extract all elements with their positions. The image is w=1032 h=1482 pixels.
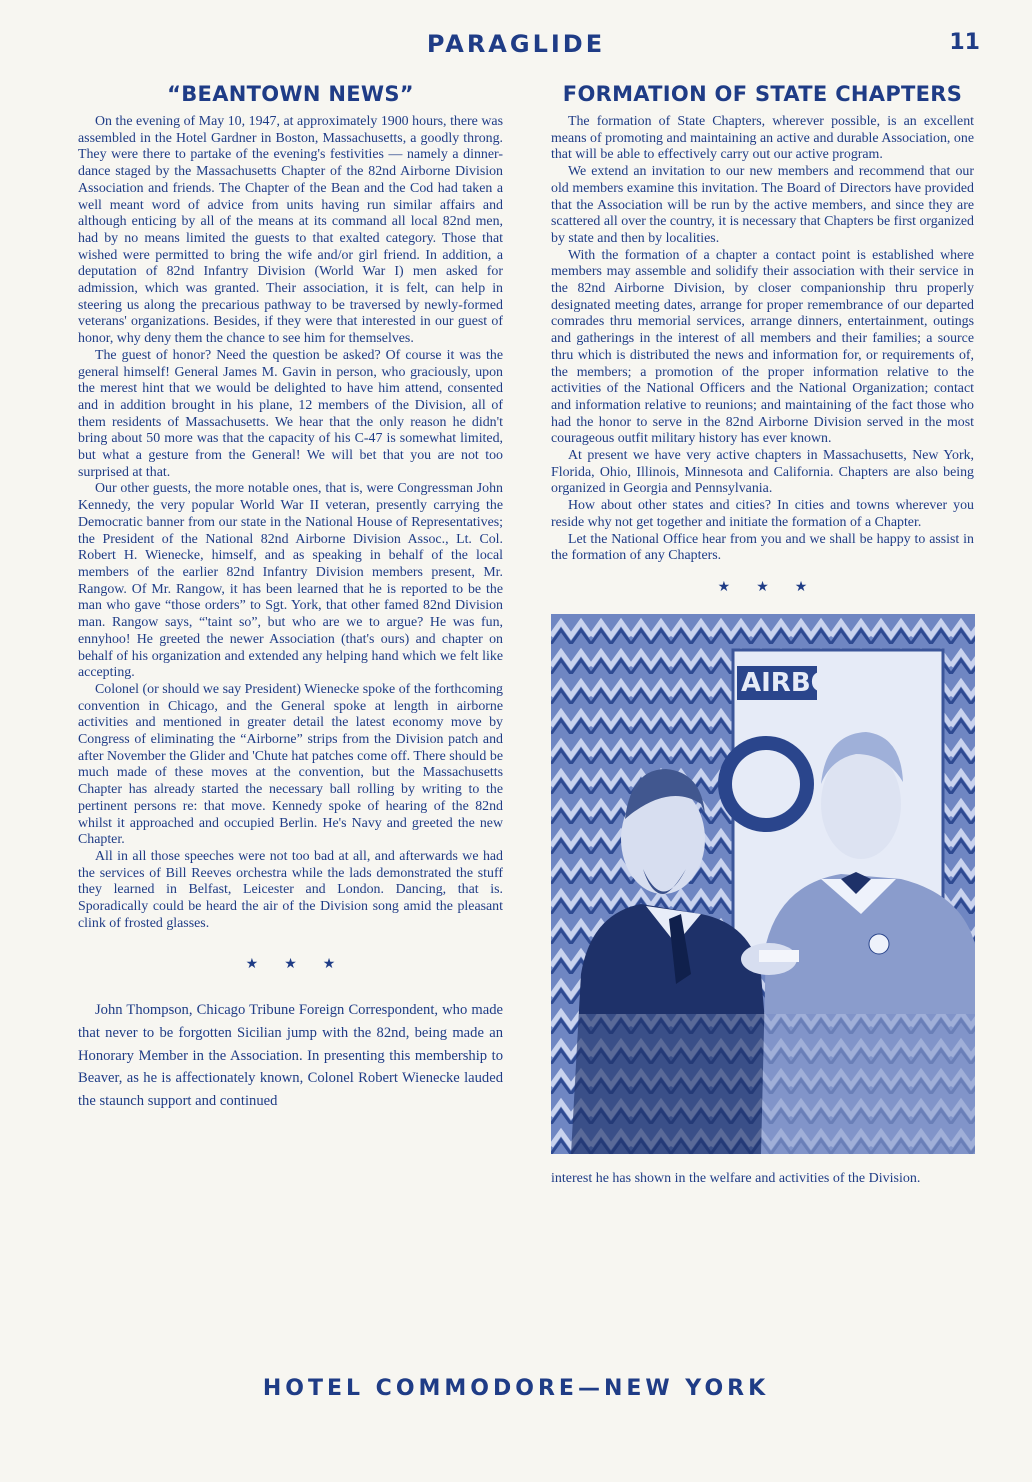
paragraph: Colonel (or should we say President) Wienecke spoke of the forthcoming convention in Chicago, and the General spoke at length in airborne activities and mentioned in greater detail the latest economy move by Congress of eliminating the “Airborne” strips from the Division patch and after November the Glider and 'Chute hat patches come off. There should be much made of these moves at the convention, but the Massachusetts Chapter has already started the necessary ball rolling by writing to the pertinent persons re: that move. Kennedy spoke of hearing of the 82nd whilst it approached and occupied Berlin. He's Navy and greeted the new Chapter.	[78, 681, 503, 848]
state-chapters-article	[551, 114, 974, 565]
state-chapters-headline: FORMATION OF STATE CHAPTERS	[562, 82, 963, 106]
photo-illustration	[551, 614, 975, 1154]
paragraph: On the evening of May 10, 1947, at approximately 1900 hours, there was assembled in the Hotel Gardner in Boston, Massachusetts, a goodly throng. They were there to partake of the evening's festivities — namely a dinner-dance staged by the Massachusetts Chapter of the 82nd Airborne Division Association and friends. The Chapter of the Bean and the Cod had taken a well meant word of advice from units having run similar affairs and although enticing by all of the means at its command all local 82nd men, had by no means limited the guests to that exalted category. Those that wished were permitted to bring the wife and/or girl friend. In addition, a deputation of 82nd Infantry Division (World War I) men asked for admission, which was granted. Their association, it is felt, can help in steering us along the precarious pathway to be traversed by newly-formed veterans' organizations. Besides, if they were that interested in our guest of honor, why deny them the chance to see him for themselves.	[78, 114, 503, 347]
left-column	[78, 82, 503, 1112]
paragraph: John Thompson, Chicago Tribune Foreign Correspondent, who made that never to be forgotten Sicilian jump with the 82nd, being made an Honorary Member in the Association. In presenting this membership to Beaver, as he is affectionately known, Colonel Robert Wienecke lauded the staunch support and continued	[78, 1002, 503, 1109]
star-divider: ★★★	[245, 957, 362, 973]
footer-hotel: HOTEL COMMODORE—NEW YORK	[262, 1376, 770, 1401]
page-number: 11	[949, 30, 980, 55]
thompson-article	[78, 999, 503, 1112]
sign-text: AIRBOR	[741, 667, 853, 698]
photo-two-men-handshake	[551, 614, 975, 1154]
paragraph: At present we have very active chapters in Massachusetts, New York, Florida, Ohio, Illinois, Minnesota and California. Chapters are also being organized in Georgia and Pennsylvania.	[551, 448, 974, 497]
paragraph: We extend an invitation to our new members and recommend that our old members examine this invitation. The Board of Directors have provided that the Association will be run by the active members, and since they are scattered all over the country, it is necessary that Chapters be first organized by state and then by localities.	[551, 164, 974, 246]
paragraph: The guest of honor? Need the question be asked? Of course it was the general himself! General James M. Gavin in person, who graciously, upon the merest hint that we would be delighted to have him attend, consented and in addition brought in his plane, 12 members of the Division, all of them residents of Massachusetts. We hear that the only reason he didn't bring about 50 more was that the capacity of his C-47 is somewhat limited, but what a gesture from the General! We will bet that you are not too surprised at that.	[78, 347, 503, 480]
paragraph: The formation of State Chapters, wherever possible, is an excellent means of promoting and maintaining an active and durable Association, one that will be able to effectively carry out our active program.	[551, 114, 974, 163]
paragraph: Let the National Office hear from you and we shall be happy to assist in the formation of any Chapters.	[551, 531, 974, 564]
paragraph: Our other guests, the more notable ones, that is, were Congressman John Kennedy, the very popular World War II veteran, presently carrying the Democratic banner from our state in the National House of Representatives; the President of the National 82nd Airborne Division Assoc., Lt. Col. Robert H. Wienecke, himself, and as speaking in behalf of the local members of the earlier 82nd Infantry Division members present, Mr. Rangow. Of Mr. Rangow, it has been learned that he is reported to be the man who gave “those orders” to Sgt. York, that other famed 82nd Division man. Rangow says, “'taint so”, but who are we to argue? He was fun, ennyhoo! He greeted the newer Association (that's ours) and chapter on behalf of his organization and extended any helping hand which we felt like accepting.	[78, 481, 503, 681]
beantown-headline: “BEANTOWN NEWS”	[167, 82, 414, 106]
right-column	[551, 82, 974, 1187]
paragraph: How about other states and cities? In cities and towns wherever you reside why not get together and initiate the formation of a Chapter.	[551, 498, 974, 530]
running-header: PARAGLIDE	[426, 30, 606, 58]
beantown-article	[78, 114, 503, 932]
star-divider: ★★★	[717, 579, 834, 595]
paragraph: All in all those speeches were not too bad at all, and afterwards we had the services of Bill Reeves orchestra while the lads demonstrated the stuff they learned in Belfast, Leicester and London. Dancing, that is. Sporadically could be heard the air of the Division song amid the pleasant clink of frosted glasses.	[78, 848, 503, 931]
photo-caption: interest he has shown in the welfare and activities of the Division.	[551, 1170, 921, 1186]
paragraph: With the formation of a chapter a contact point is established where members may assemble and solidify their association with their service in the 82nd Airborne Division, by closer companionship thru properly designated meeting dates, arrange for proper remembrance of our departed comrades thru memorial services, arrange dinners, entertainment, outings and gatherings in the interest of all members and their families; a source thru which is distributed the news and information for, or requirements of, the members; a promotion of the proper information relative to the activities of the National Officers and the National Organization; contact and information relative to reunions; and maintaining of the fact those who had the honor to serve in the 82nd Airborne Division served in the most courageous outfit military history has ever known.	[551, 247, 974, 447]
